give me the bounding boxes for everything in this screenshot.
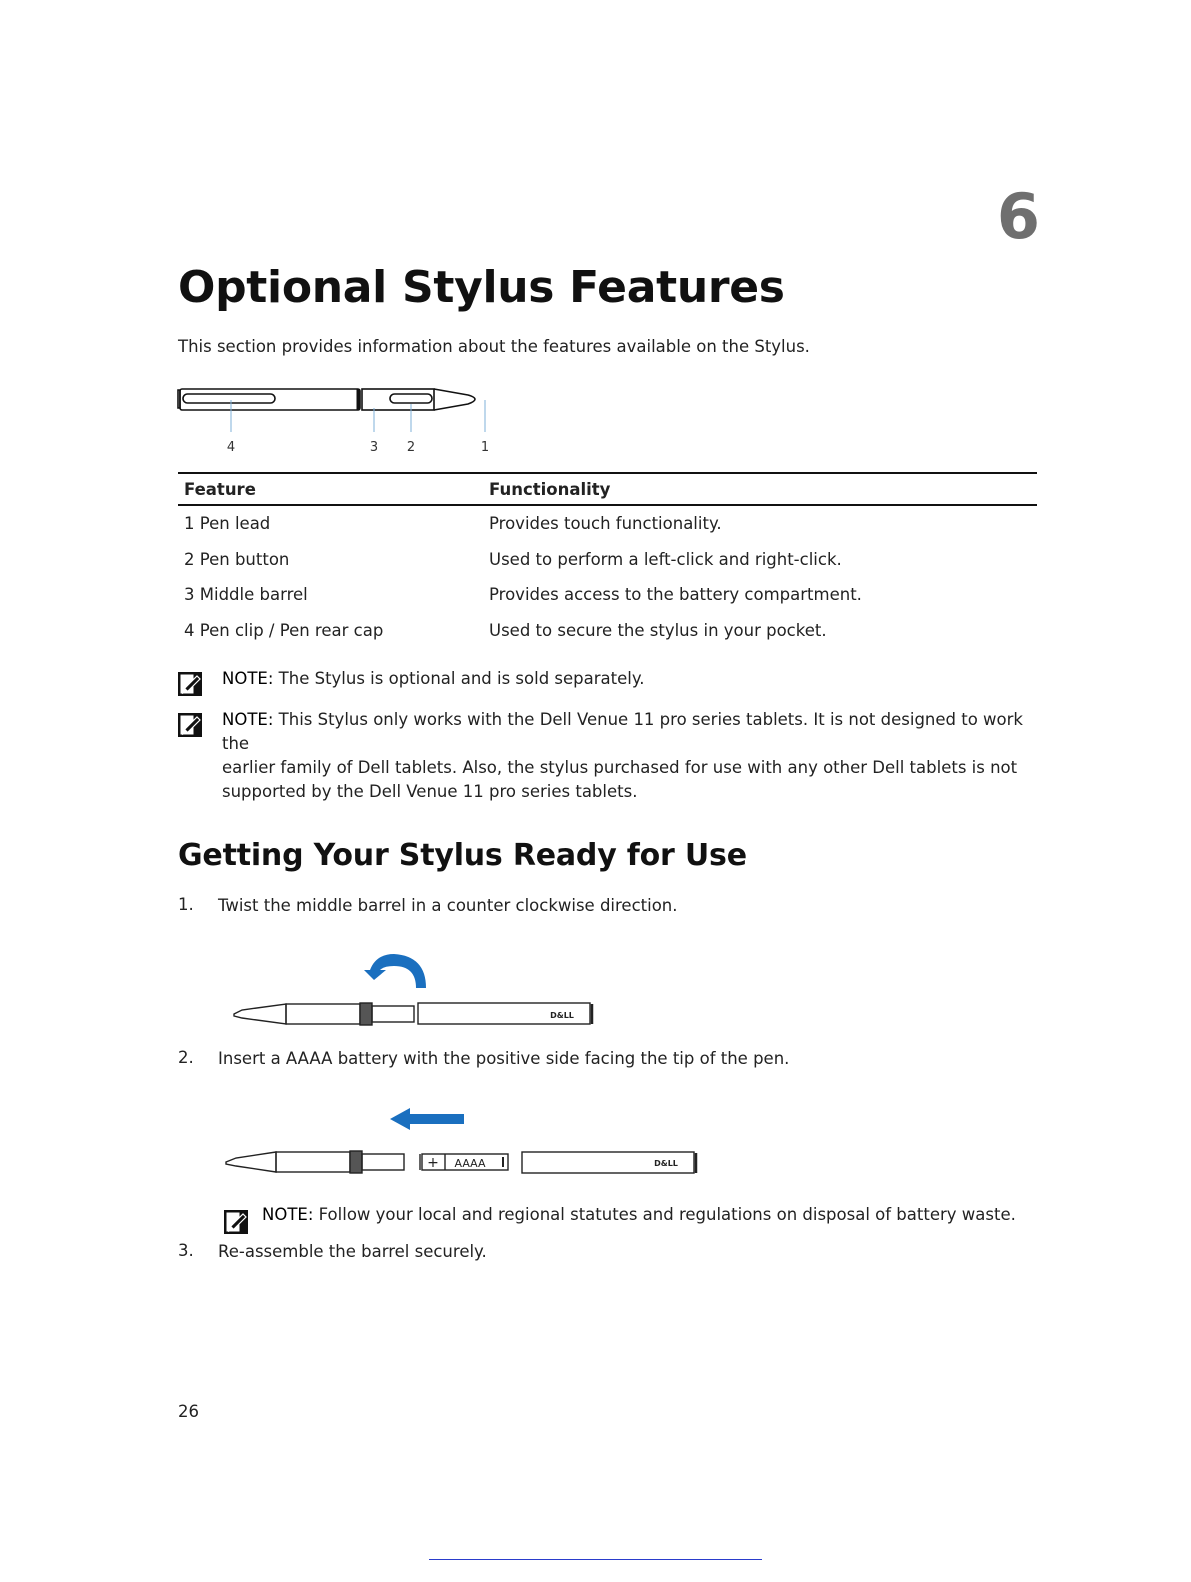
step-number: 1.	[178, 895, 194, 914]
note-label: NOTE:	[222, 669, 274, 688]
page-number: 26	[178, 1402, 199, 1421]
step-number: 3.	[178, 1241, 194, 1260]
table-row	[178, 542, 1037, 578]
note-text: The Stylus is optional and is sold separately.	[278, 669, 645, 688]
dell-logo: D&LL	[654, 1159, 678, 1168]
header-functionality: Functionality	[483, 473, 1037, 505]
note-pencil-icon	[224, 1210, 248, 1234]
feature-cell: 2 Pen button	[184, 549, 290, 569]
stylus-middle-barrel	[362, 389, 434, 410]
note-pencil-icon	[178, 713, 202, 737]
table-row	[178, 613, 1037, 649]
battery-label: AAAA	[454, 1157, 486, 1170]
stylus-pen-clip	[183, 394, 275, 403]
twist-barrel-figure	[228, 948, 600, 1030]
step-number: 2.	[178, 1048, 194, 1067]
step-text: Insert a AAAA battery with the positive side facing the tip of the pen.	[218, 1049, 790, 1068]
note-battery-disposal	[262, 1203, 1016, 1227]
table-row	[178, 505, 1037, 542]
note-label: NOTE:	[262, 1205, 314, 1224]
note-line-3: supported by the Dell Venue 11 pro series tablets.	[222, 782, 638, 801]
table-header-row	[178, 473, 1037, 505]
note-line-2: earlier family of Dell tablets. Also, the stylus purchased for use with any other Dell tablets is not	[222, 758, 1018, 777]
label-4: 4	[226, 440, 236, 455]
label-2: 2	[406, 440, 416, 455]
label-3: 3	[369, 440, 379, 455]
page-title: Optional Stylus Features	[178, 262, 785, 313]
note-optional	[222, 667, 645, 691]
footer-divider	[429, 1559, 762, 1560]
functionality-cell: Used to secure the stylus in your pocket.	[489, 621, 827, 641]
note-label: NOTE:	[222, 710, 274, 729]
feature-cell: 4 Pen clip / Pen rear cap	[184, 621, 384, 641]
stylus-tip	[434, 389, 475, 410]
feature-cell: 3 Middle barrel	[184, 585, 308, 605]
feature-table	[178, 472, 1037, 648]
table-row	[178, 577, 1037, 613]
feature-cell: 1 Pen lead	[184, 514, 271, 534]
insert-battery-figure	[222, 1100, 702, 1182]
battery-plus: +	[427, 1155, 439, 1171]
stylus-barrel	[180, 389, 360, 410]
header-feature: Feature	[178, 473, 483, 505]
intro-text: This section provides information about the features available on the Stylus.	[178, 337, 810, 356]
section-title: Getting Your Stylus Ready for Use	[178, 838, 747, 873]
functionality-cell: Used to perform a left-click and right-click.	[489, 549, 842, 569]
step-text: Re-assemble the barrel securely.	[218, 1242, 487, 1261]
chapter-number: 6	[996, 180, 1040, 253]
note-line-1: This Stylus only works with the Dell Venue 11 pro series tablets. It is not designed to work the	[222, 710, 1023, 753]
functionality-cell: Provides touch functionality.	[489, 514, 722, 534]
step-text: Twist the middle barrel in a counter clockwise direction.	[218, 896, 678, 915]
functionality-cell: Provides access to the battery compartment.	[489, 585, 862, 605]
counterclockwise-arrow-icon	[364, 954, 426, 988]
dell-logo: D&LL	[550, 1011, 574, 1020]
stylus-pen-button	[390, 394, 432, 403]
note-text: Follow your local and regional statutes and regulations on disposal of battery waste.	[318, 1205, 1016, 1224]
label-1: 1	[480, 440, 490, 455]
note-pencil-icon	[178, 672, 202, 696]
note-compatibility	[222, 708, 1042, 804]
left-arrow-icon	[390, 1108, 464, 1130]
stylus-diagram	[176, 382, 496, 462]
